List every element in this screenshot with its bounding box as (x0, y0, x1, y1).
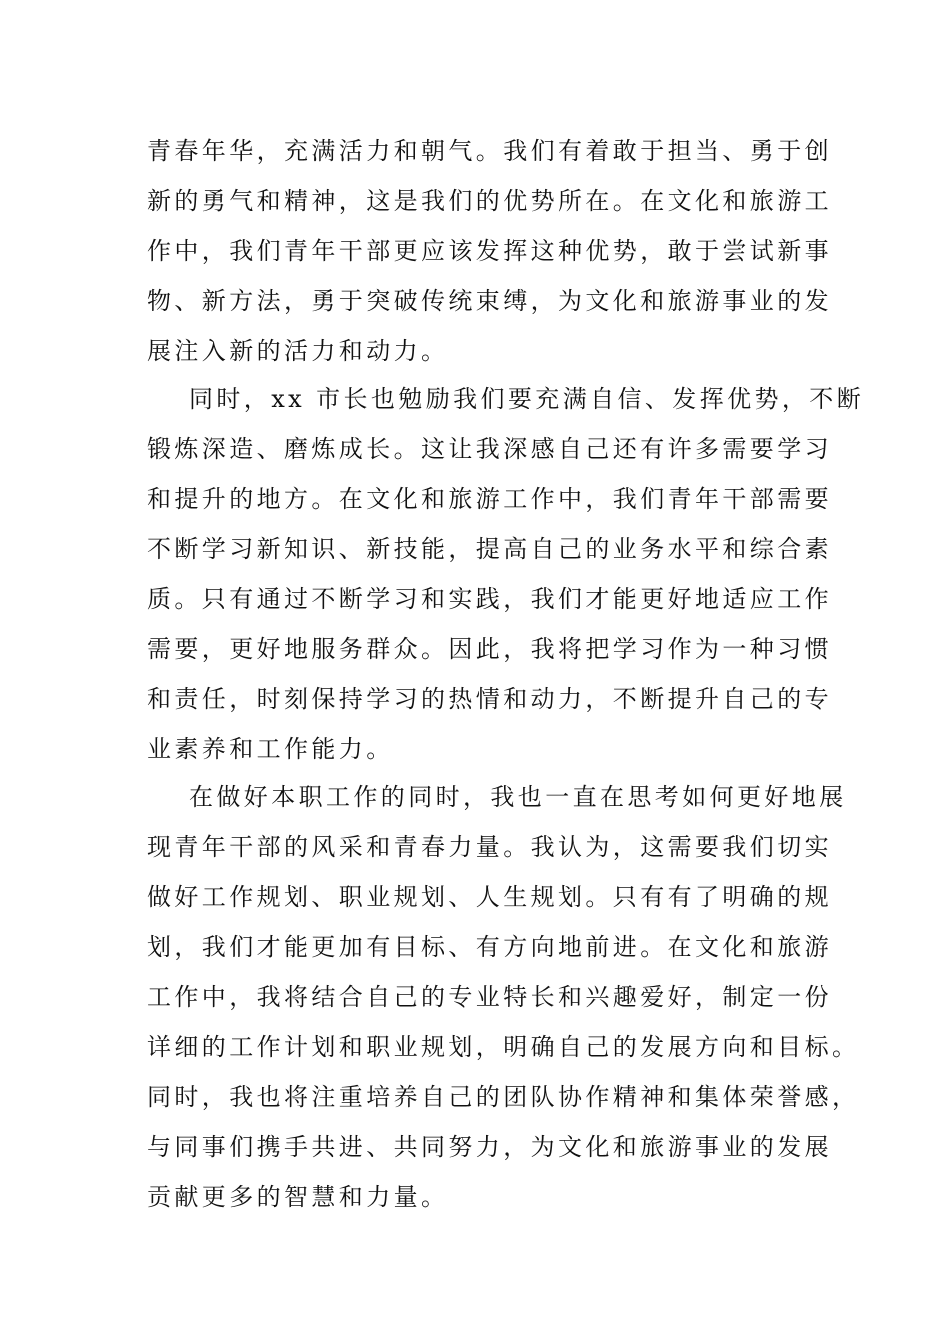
text-line: 贡献更多的智慧和力量。 (147, 1183, 449, 1211)
text-line: 与同事们携手共进、共同努力，为文化和旅游事业的发展 (147, 1133, 832, 1161)
text-line: 物、新方法，勇于突破传统束缚，为文化和旅游事业的发 (147, 287, 832, 315)
text-line: 质。只有通过不断学习和实践，我们才能更好地适应工作 (147, 585, 832, 613)
text-line: 做好工作规划、职业规划、人生规划。只有有了明确的规 (147, 883, 832, 911)
text-line: 展注入新的活力和动力。 (147, 337, 449, 365)
text-line: 不断学习新知识、新技能，提高自己的业务水平和综合素 (147, 535, 832, 563)
text-line: 需要，更好地服务群众。因此，我将把学习作为一种习惯 (147, 635, 832, 663)
text-line-first: 同时，xx 市长也勉励我们要充满自信、发挥优势，不断 (189, 385, 865, 413)
text-line: 划，我们才能更加有目标、有方向地前进。在文化和旅游 (147, 933, 832, 961)
text-line: 同时，我也将注重培养自己的团队协作精神和集体荣誉感， (147, 1083, 860, 1111)
paragraph-2 (147, 374, 865, 774)
text-line: 作中，我们青年干部更应该发挥这种优势，敢于尝试新事 (147, 237, 832, 265)
text-line: 锻炼深造、磨炼成长。这让我深感自己还有许多需要学习 (147, 435, 832, 463)
text-line-first: 在做好本职工作的同时，我也一直在思考如何更好地展 (189, 783, 847, 811)
text-line: 业素养和工作能力。 (147, 735, 394, 763)
text-line: 和提升的地方。在文化和旅游工作中，我们青年干部需要 (147, 485, 832, 513)
text-line: 和责任，时刻保持学习的热情和动力，不断提升自己的专 (147, 685, 832, 713)
paragraph-3 (147, 772, 860, 1222)
text-line: 详细的工作计划和职业规划，明确自己的发展方向和目标。 (147, 1033, 860, 1061)
paragraph-1 (147, 126, 832, 376)
text-line: 工作中，我将结合自己的专业特长和兴趣爱好，制定一份 (147, 983, 832, 1011)
text-line: 青春年华，充满活力和朝气。我们有着敢于担当、勇于创 (147, 137, 832, 165)
text-line: 新的勇气和精神，这是我们的优势所在。在文化和旅游工 (147, 187, 832, 215)
text-line: 现青年干部的风采和青春力量。我认为，这需要我们切实 (147, 833, 832, 861)
